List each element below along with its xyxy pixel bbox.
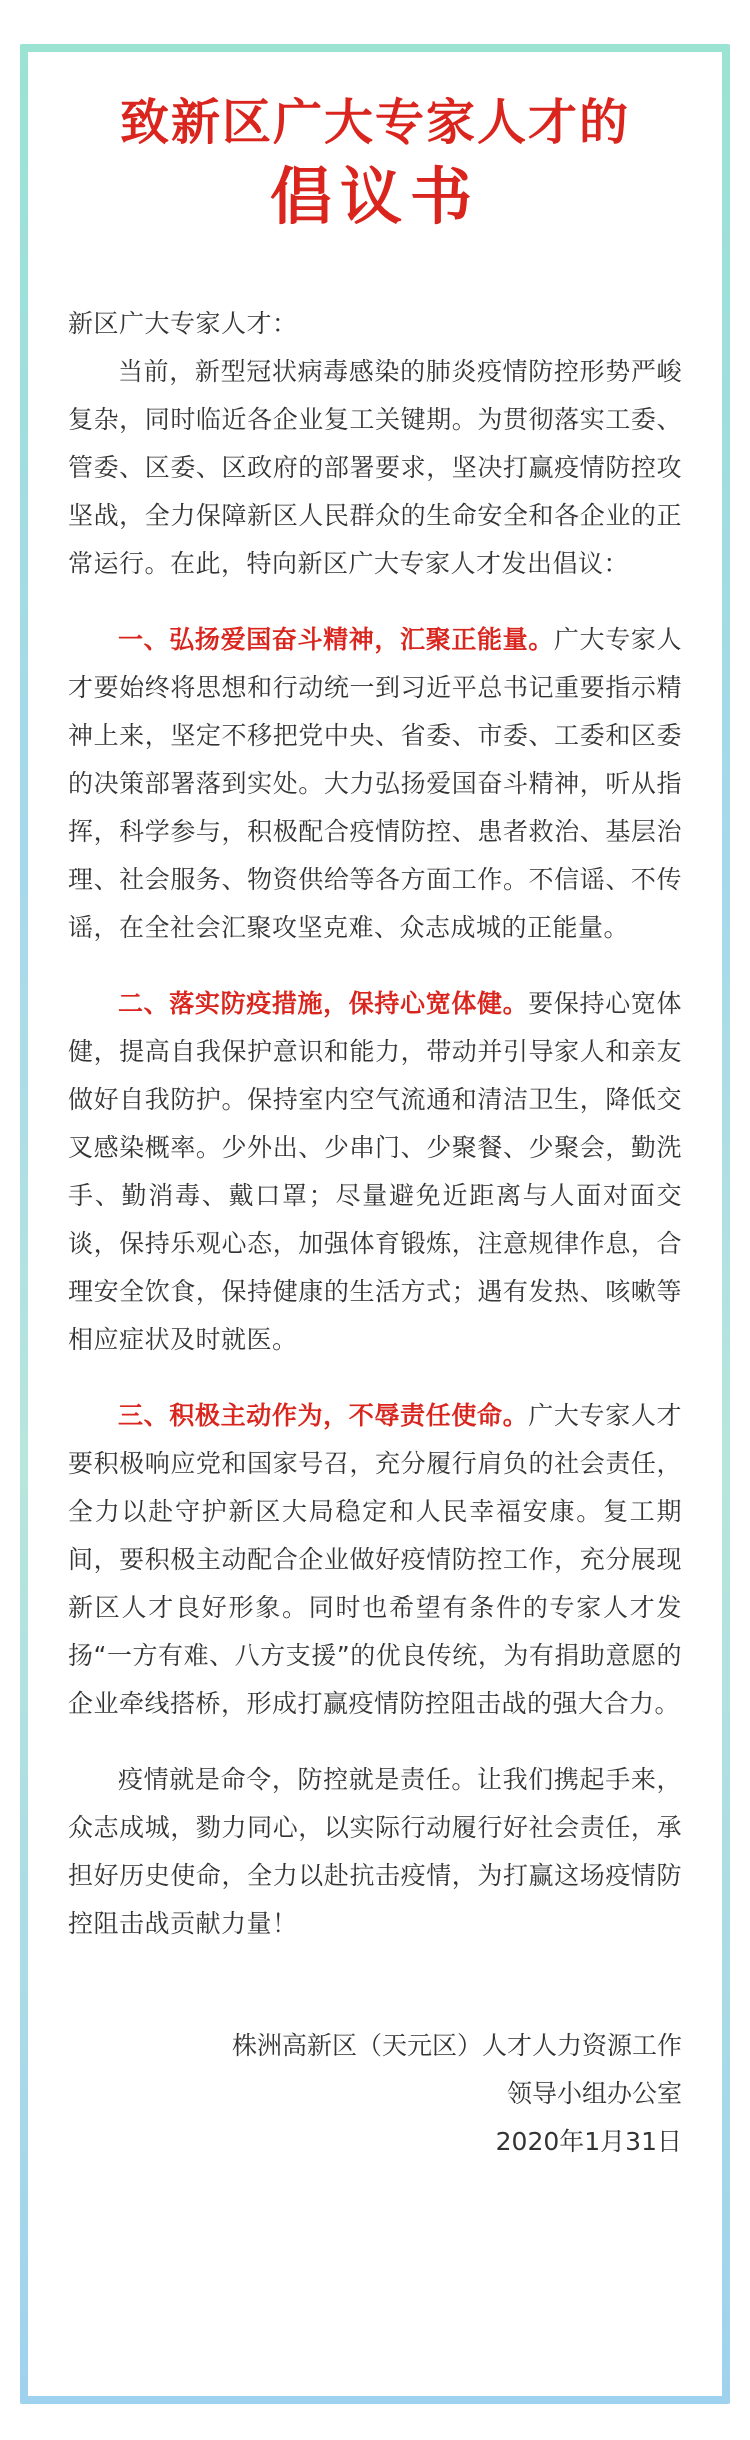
title-line-1: 致新区广大专家人才的	[119, 94, 630, 151]
document-body	[28, 52, 722, 2396]
closing-paragraph: 疫情就是命令，防控就是责任。让我们携起手来，众志成城，勠力同心，以实际行动履行好社会责任，承担好历史使命，全力以赴抗击疫情，为打赢这场疫情防控阻击战贡献力量！	[68, 1765, 682, 1938]
section-2-text: 要保持心宽体健，提高自我保护意识和能力，带动并引导家人和亲友做好自我防护。保持室内空气流通和清洁卫生，降低交叉感染概率。少外出、少串门、少聚餐、少聚会，勤洗手、勤消毒、戴口罩；尽量避免近距离与人面对面交谈，保持乐观心态，加强体育锻炼，注意规律作息，合理安全饮食，保持健康的生活方式；遇有发热、咳嗽等相应症状及时就医。	[68, 989, 682, 1354]
letter-content	[68, 300, 682, 1948]
signature-date: 2020年1月31日	[495, 2127, 682, 2156]
section-1-heading: 一、弘扬爱国奋斗精神，汇聚正能量。	[118, 625, 554, 654]
section-2-heading: 二、落实防疫措施，保持心宽体健。	[118, 989, 529, 1018]
section-1-paragraph	[68, 616, 682, 952]
salutation: 新区广大专家人才：	[68, 309, 298, 338]
signature-org-line-2: 领导小组办公室	[506, 2079, 682, 2108]
title-line-2: 倡议书	[269, 160, 480, 233]
section-3-paragraph	[68, 1392, 682, 1728]
section-1-text: 广大专家人才要始终将思想和行动统一到习近平总书记重要指示精神上来，坚定不移把党中央、省委、市委、工委和区委的决策部署落到实处。大力弘扬爱国奋斗精神，听从指挥，科学参与，积极配合疫情防控、患者救治、基层治理、社会服务、物资供给等各方面工作。不信谣、不传谣，在全社会汇聚攻坚克难、众志成城的正能量。	[68, 625, 682, 942]
intro-paragraph: 当前，新型冠状病毒感染的肺炎疫情防控形势严峻复杂，同时临近各企业复工关键期。为贯彻落实工委、管委、区委、区政府的部署要求，坚决打赢疫情防控攻坚战，全力保障新区人民群众的生命安全和各企业的正常运行。在此，特向新区广大专家人才发出倡议：	[68, 357, 682, 578]
signature-block	[68, 2022, 682, 2166]
signature-org-line-1: 株洲高新区（天元区）人才人力资源工作	[231, 2031, 682, 2060]
section-3-text: 广大专家人才要积极响应党和国家号召，充分履行肩负的社会责任，全力以赴守护新区大局稳定和人民幸福安康。复工期间，要积极主动配合企业做好疫情防控工作，充分展现新区人才良好形象。同时也希望有条件的专家人才发扬“一方有难、八方支援”的优良传统，为有捐助意愿的企业牵线搭桥，形成打赢疫情防控阻击战的强大合力。	[68, 1401, 682, 1718]
section-2-paragraph	[68, 980, 682, 1364]
document-title	[68, 90, 682, 238]
section-3-heading: 三、积极主动作为，不辱责任使命。	[118, 1401, 529, 1430]
decorative-frame	[20, 44, 730, 2404]
